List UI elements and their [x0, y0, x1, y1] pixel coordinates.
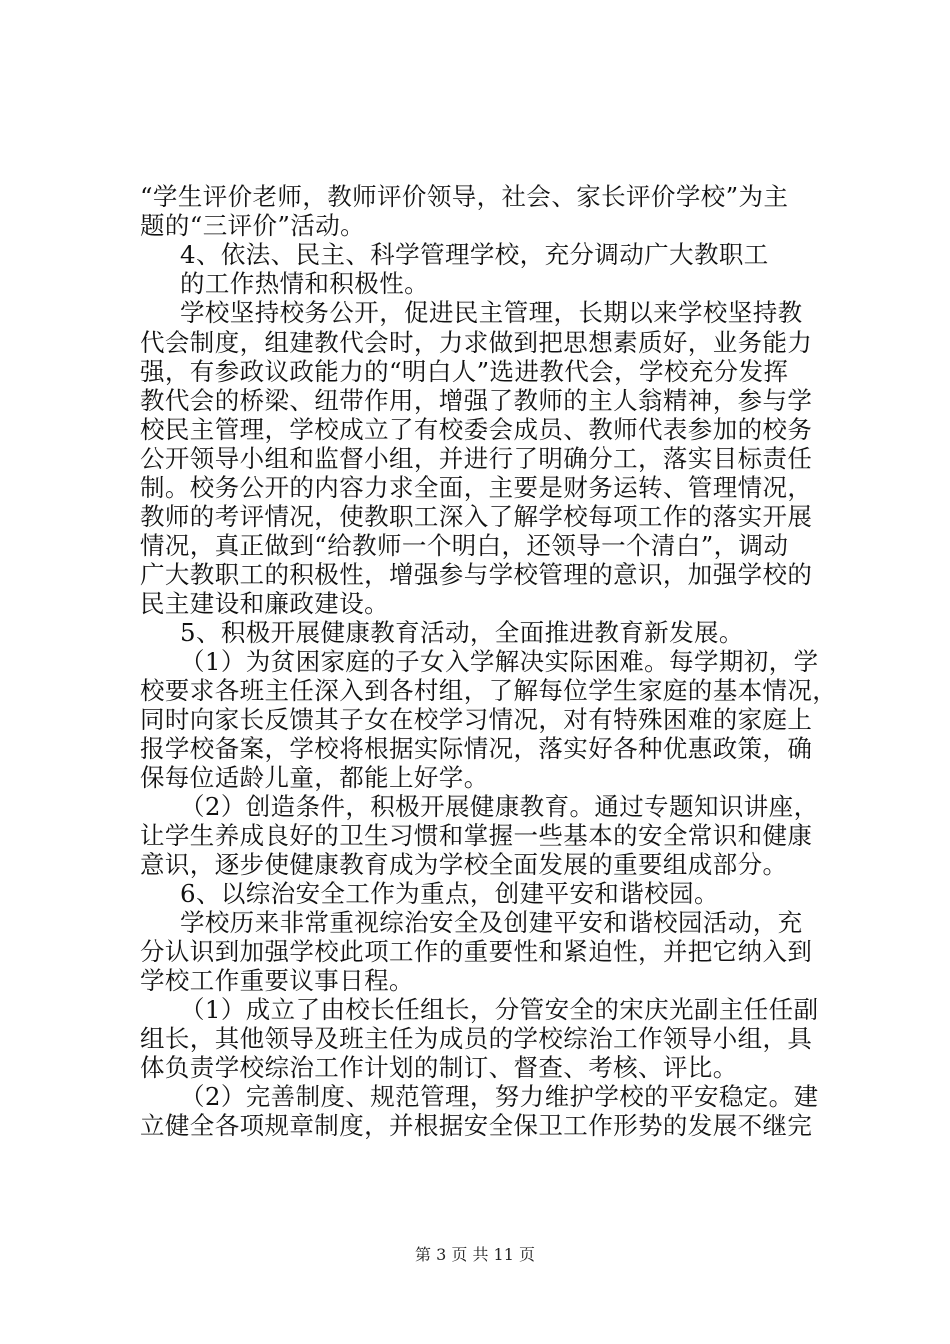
- section-heading: 的工作热情和积极性。: [180, 269, 429, 298]
- text-line: 组长，其他领导及班主任为成员的学校综治工作领导小组，具: [140, 1024, 813, 1053]
- text-line: 同时向家长反馈其子女在校学习情况，对有特殊困难的家庭上: [140, 705, 813, 734]
- text-line: 广大教职工的积极性，增强参与学校管理的意识，加强学校的: [140, 560, 813, 589]
- text-line: 校要求各班主任深入到各村组，了解每位学生家庭的基本情况，: [140, 676, 838, 705]
- section-heading: 4、依法、民主、科学管理学校，充分调动广大教职工: [180, 240, 769, 269]
- text-line: 制。校务公开的内容力求全面，主要是财务运转、管理情况，: [140, 473, 813, 502]
- text-line: （2）创造条件，积极开展健康教育。通过专题知识讲座，: [180, 792, 819, 821]
- text-line: 公开领导小组和监督小组，并进行了明确分工，落实目标责任: [140, 444, 813, 473]
- text-line: 让学生养成良好的卫生习惯和掌握一些基本的安全常识和健康: [140, 821, 813, 850]
- section-heading: 5、积极开展健康教育活动，全面推进教育新发展。: [180, 618, 744, 647]
- text-line: 分认识到加强学校此项工作的重要性和紧迫性，并把它纳入到: [140, 937, 813, 966]
- text-line: 保每位适龄儿童，都能上好学。: [140, 763, 489, 792]
- text-line: 民主建设和廉政建设。: [140, 589, 389, 618]
- text-line: 学校坚持校务公开，促进民主管理，长期以来学校坚持教: [180, 298, 803, 327]
- text-line: 学校历来非常重视综治安全及创建平安和谐校园活动，充: [180, 908, 803, 937]
- text-line: 报学校备案，学校将根据实际情况，落实好各种优惠政策，确: [140, 734, 813, 763]
- text-line: 题的“三评价”活动。: [140, 211, 366, 240]
- text-line: （1）为贫困家庭的子女入学解决实际困难。每学期初，学: [180, 647, 819, 676]
- text-line: 体负责学校综治工作计划的制订、督查、考核、评比。: [140, 1053, 738, 1082]
- page-number-footer: 第 3 页 共 11 页: [415, 1245, 535, 1264]
- text-line: 代会制度，组建教代会时，力求做到把思想素质好，业务能力: [140, 328, 813, 357]
- text-line: 立健全各项规章制度，并根据安全保卫工作形势的发展不继完: [140, 1111, 813, 1140]
- text-line: 教代会的桥梁、纽带作用，增强了教师的主人翁精神，参与学: [140, 386, 813, 415]
- text-line: 教师的考评情况，使教职工深入了解学校每项工作的落实开展: [140, 502, 813, 531]
- text-line: 校民主管理，学校成立了有校委会成员、教师代表参加的校务: [140, 415, 813, 444]
- text-line: （2）完善制度、规范管理，努力维护学校的平安稳定。建: [180, 1082, 819, 1111]
- text-line: （1）成立了由校长任组长，分管安全的宋庆光副主任任副: [180, 995, 819, 1024]
- text-line: 强，有参政议政能力的“明白人”选进教代会，学校充分发挥: [140, 357, 789, 386]
- text-line: 意识，逐步使健康教育成为学校全面发展的重要组成部分。: [140, 850, 788, 879]
- text-line: 情况，真正做到“给教师一个明白，还领导一个清白”，调动: [140, 531, 789, 560]
- section-heading: 6、以综治安全工作为重点，创建平安和谐校园。: [180, 879, 719, 908]
- text-line: “学生评价老师，教师评价领导，社会、家长评价学校”为主: [140, 182, 789, 211]
- text-line: 学校工作重要议事日程。: [140, 966, 414, 995]
